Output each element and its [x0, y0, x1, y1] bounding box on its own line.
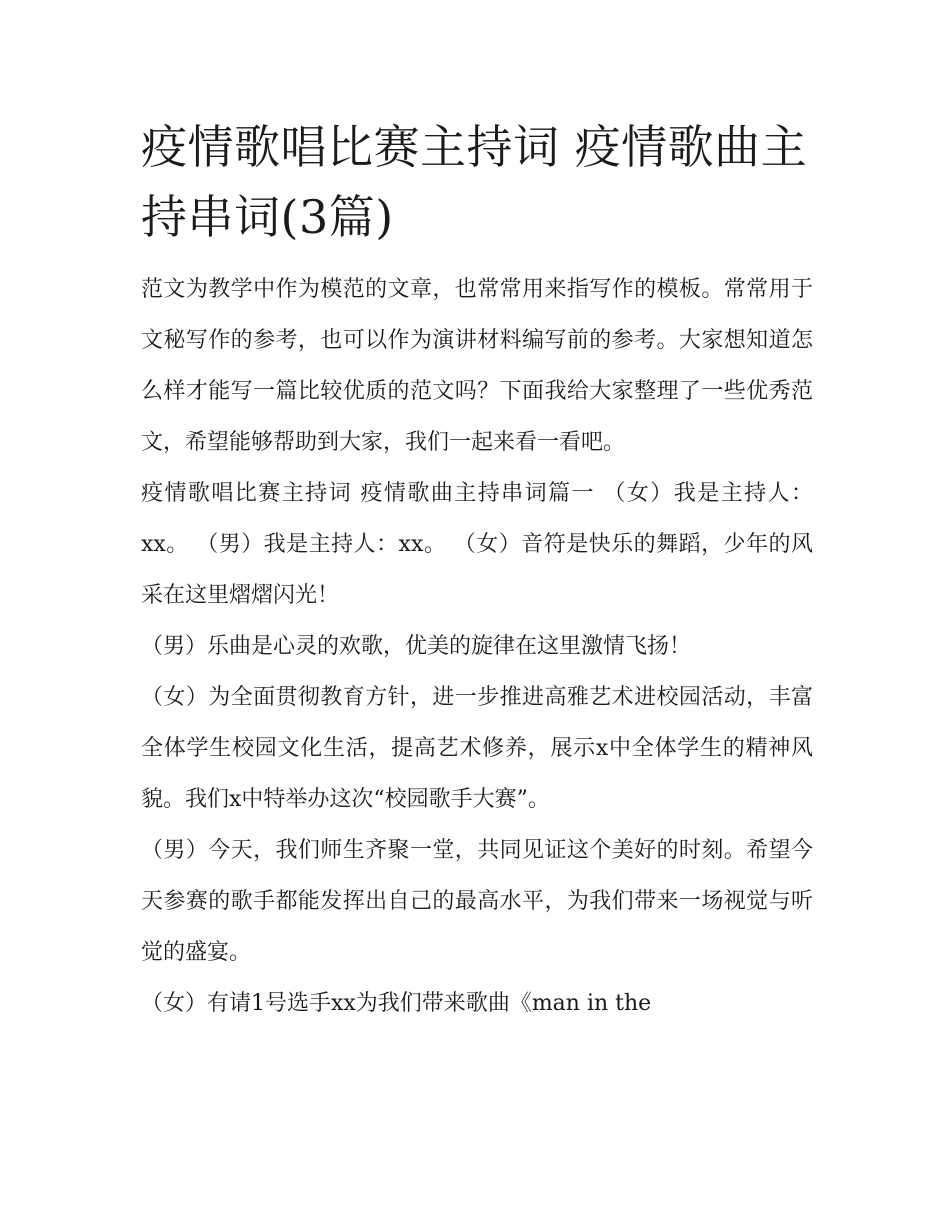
paragraph-3: （女）为全面贯彻教育方针，进一步推进高雅艺术进校园活动，丰富全体学生校园文化生活，提高艺术修养，展示x中全体学生的精神风貌。我们x中特举办这次“校园歌手大赛”。	[141, 685, 813, 812]
paragraph-1: 疫情歌唱比赛主持词 疫情歌曲主持串词篇一 （女）我是主持人：xx。 （男）我是主持人：xx。 （女）音符是快乐的舞蹈，少年的风采在这里熠熠闪光！	[141, 481, 813, 608]
paragraph-5: （女）有请1号选手xx为我们带来歌曲《man in the	[141, 991, 652, 1016]
document-title: 疫情歌唱比赛主持词 疫情歌曲主持串词(3篇)	[141, 120, 808, 244]
document-page	[141, 112, 813, 1029]
paragraph-4: （男）今天，我们师生齐聚一堂，共同见证这个美好的时刻。希望今天参赛的歌手都能发挥出自己的最高水平，为我们带来一场视觉与听觉的盛宴。	[141, 838, 813, 965]
paragraph-intro: 范文为教学中作为模范的文章，也常常用来指写作的模板。常常用于文秘写作的参考，也可以作为演讲材料编写前的参考。大家想知道怎么样才能写一篇比较优质的范文吗？下面我给大家整理了一些优秀范文，希望能够帮助到大家，我们一起来看一看吧。	[141, 277, 813, 455]
paragraph-2: （男）乐曲是心灵的欢歌，优美的旋律在这里激情飞扬！	[141, 634, 692, 659]
